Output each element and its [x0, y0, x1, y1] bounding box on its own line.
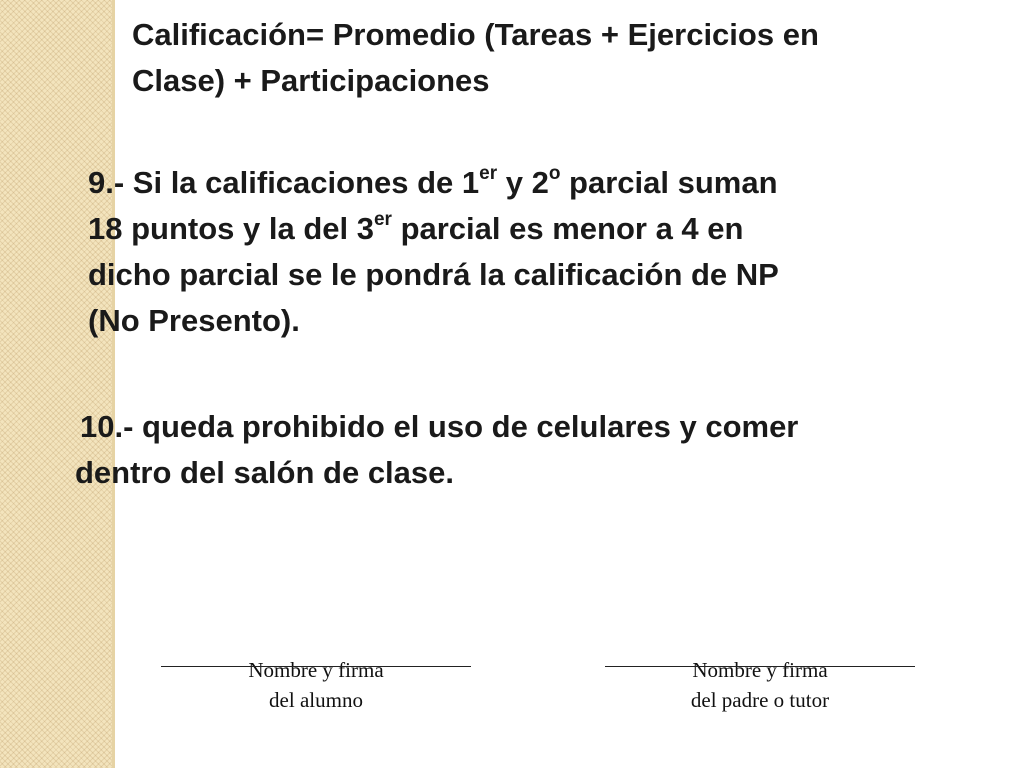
student-signature-line: [161, 666, 471, 667]
rule-9-text: parcial es menor a 4 en: [391, 211, 744, 246]
parent-signature-block: [600, 650, 920, 715]
heading-line-1: Calificación= Promedio (Tareas + Ejercicios en: [132, 17, 819, 52]
rule-9-text: parcial suman: [560, 165, 778, 200]
student-signature-label-2: del alumno: [269, 688, 363, 712]
superscript-o: o: [548, 162, 561, 184]
rule-10-line-2: dentro del salón de clase.: [75, 455, 455, 490]
heading-line-2: Clase) + Participaciones: [132, 63, 490, 98]
rule-9-text: 9.- Si la calificaciones de 1: [88, 165, 480, 200]
superscript-er: er: [479, 162, 498, 184]
rule-9-line-3: dicho parcial se le pondrá la calificación de NP: [88, 257, 779, 292]
student-signature-label-1: Nombre y firma: [248, 658, 384, 682]
rule-9-paragraph: [88, 160, 988, 344]
side-band-edge: [112, 0, 115, 768]
rule-9-line-2: [88, 206, 988, 252]
parent-signature-line: [605, 666, 915, 667]
rule-9-line-1: [88, 160, 988, 206]
rule-9-text: 18 puntos y la del 3: [88, 211, 374, 246]
grading-formula-heading: [132, 12, 1012, 104]
parent-signature-label-1: Nombre y firma: [692, 658, 828, 682]
student-signature-block: [156, 650, 476, 715]
parent-signature-label-2: del padre o tutor: [690, 688, 830, 712]
superscript-er: er: [373, 208, 392, 230]
rule-10-line-1: 10.- queda prohibido el uso de celulares y comer: [80, 409, 799, 444]
decorative-side-band: [0, 0, 112, 768]
rule-9-text: y 2: [497, 165, 549, 200]
rule-10-paragraph: [75, 404, 1005, 496]
rule-9-line-4: (No Presento).: [88, 303, 300, 338]
